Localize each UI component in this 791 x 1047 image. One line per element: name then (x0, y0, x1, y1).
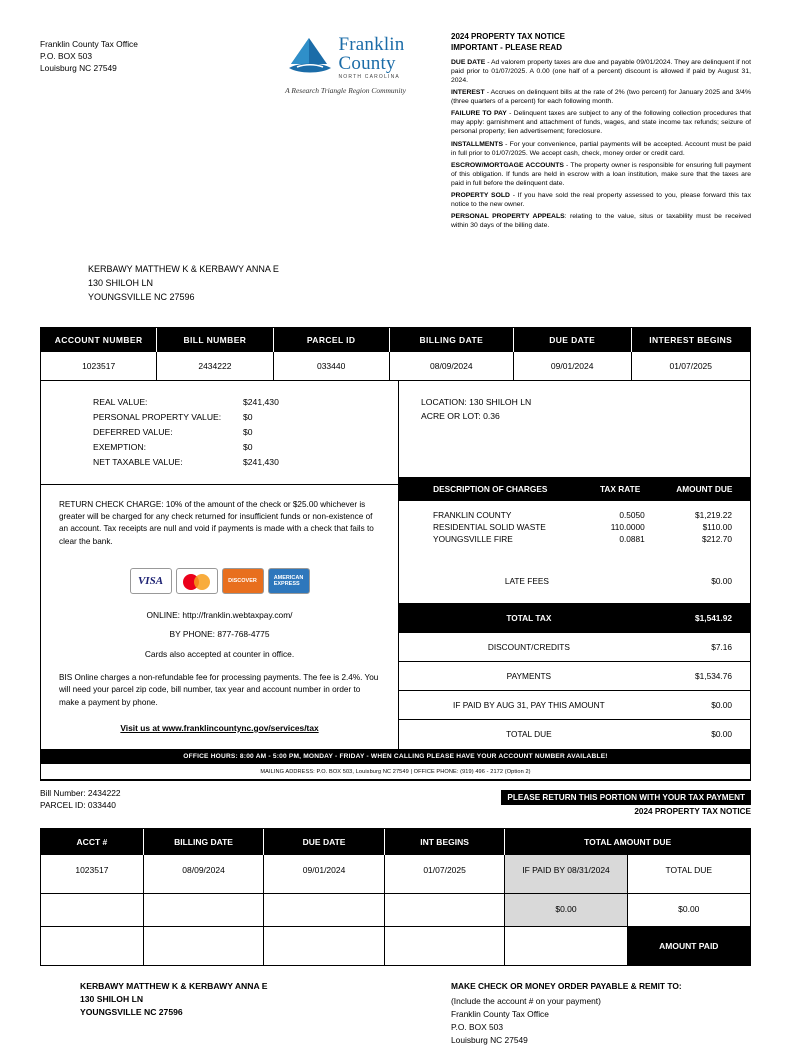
total-due-row (399, 719, 750, 748)
value-billing-date: 08/09/2024 (390, 352, 514, 380)
franklin-county-emblem-icon (287, 34, 333, 80)
remit-to-block (451, 980, 751, 1047)
logo-tagline: A Research Triangle Region Community (285, 86, 406, 95)
stub-if-paid-label: IF PAID BY 08/31/2024 (505, 855, 627, 893)
charge-rate: 0.5050 (619, 509, 645, 520)
personal-property-value-amount: $0 (243, 411, 253, 422)
office-name: Franklin County Tax Office (40, 39, 138, 49)
stub-owner-street: 130 SHILOH LN (80, 994, 144, 1005)
owner-name: KERBAWY MATTHEW K & KERBAWY ANNA E (88, 263, 279, 274)
stub-total-due-value: $0.00 (678, 903, 700, 914)
notice-title: 2024 PROPERTY TAX NOTICE (451, 32, 565, 41)
payment-phone: BY PHONE: 877-768-4775 (169, 629, 270, 640)
notice-paragraph-due-date: DUE DATE - Ad valorem property taxes are due and payable 09/01/2024. They are delinquent if not paid prior to 01/07/2025. A 0.00 (one half of a percent) discount is allowed if paid by August 31, 2024. (451, 59, 751, 85)
stub-return-notice (501, 787, 751, 816)
payments-row (399, 661, 750, 690)
stub-header-acct: ACCT # (41, 829, 144, 855)
stub-bill-number: Bill Number: 2434222 (40, 787, 121, 798)
charge-description: FRANKLIN COUNTY (433, 509, 512, 520)
charge-amount: $1,219.22 (695, 509, 732, 520)
tax-bill-table (40, 327, 751, 781)
remit-office-name: Franklin County Tax Office (451, 1008, 549, 1019)
amex-card-logo-icon: AMERICAN EXPRESS (268, 568, 310, 594)
total-tax-label: TOTAL TAX (506, 612, 552, 623)
stub-header-billing-date: BILLING DATE (144, 829, 265, 855)
total-tax-row (399, 603, 750, 632)
acre-or-lot-line: ACRE OR LOT: 0.36 (421, 411, 500, 422)
stub-header-row (41, 829, 750, 855)
late-fees-row (399, 575, 750, 603)
value-interest-begins: 01/07/2025 (669, 360, 713, 371)
mastercard-logo-icon (176, 568, 218, 594)
stub-total-due-label: TOTAL DUE (665, 864, 713, 875)
stub-blank-int-2 (385, 927, 506, 965)
header-bill-number: BILL NUMBER (157, 328, 273, 352)
remit-city-state: Louisburg NC 27549 (451, 1034, 528, 1045)
stub-blank-acct-2 (41, 927, 144, 965)
late-fees-value: $0.00 (711, 575, 732, 586)
return-check-charge-text: RETURN CHECK CHARGE: 10% of the amount of the check or $25.00 whichever is greater will be charged for any check returned for insufficient funds or non-existence of an account. Tax receipts are null and void if payments is made with a check that fails to clear the bank. (59, 499, 374, 546)
notice-paragraph-interest: INTEREST - Accrues on delinquent bills at the rate of 2% (two percent) for January 2025 and 3/4% (three quarters of a percent) for each following month. (451, 89, 751, 106)
mailing-address-bar: MAILING ADDRESS: P.O. BOX 503, Louisburg NC 27549 | OFFICE PHONE: (919) 496 - 2172 (Option 2) (41, 764, 750, 780)
stub-subtitle: 2024 PROPERTY TAX NOTICE (634, 806, 751, 816)
logo-line-1: Franklin (338, 33, 405, 55)
stub-if-paid-value: $0.00 (505, 894, 627, 926)
header-due-date: DUE DATE (514, 328, 632, 352)
return-portion-bar: PLEASE RETURN THIS PORTION WITH YOUR TAX PAYMENT (501, 790, 751, 805)
owner-address-block (88, 263, 751, 305)
notice-paragraph-escrow: ESCROW/MORTGAGE ACCOUNTS - The property owner is responsible for ensuring full payment of this obligation. If funds are held in escrow with a loan institution, make sure that the taxes are paid in full before the delinquent date. (451, 161, 751, 187)
value-account-number: 1023517 (41, 352, 157, 380)
if-paid-value: $0.00 (711, 699, 732, 710)
charge-row (399, 533, 750, 545)
payments-value: $1,534.76 (695, 670, 732, 681)
real-value-amount: $241,430 (243, 396, 279, 407)
value-due-date: 09/01/2024 (514, 352, 632, 380)
office-address-block (40, 28, 240, 75)
if-paid-by-aug-row (399, 690, 750, 719)
stub-blank-due (264, 894, 385, 926)
value-row (93, 395, 398, 410)
notice-paragraph-failure-to-pay: FAILURE TO PAY - Delinquent taxes are subject to any of the following collection procedures that may apply: garnishment and attachment of funds, wages, and state income tax refunds; seizure of personal property; lien advertisement; foreclosure. (451, 110, 751, 136)
payment-methods-block (41, 606, 398, 664)
charge-rate: 110.0000 (610, 521, 645, 532)
discount-credits-label: DISCOUNT/CREDITS (487, 641, 570, 652)
exemption-amount: $0 (243, 441, 253, 452)
late-fees-label: LATE FEES (504, 575, 549, 586)
value-parcel-id: 033440 (274, 352, 390, 380)
deferred-value-label: DEFERRED VALUE: (93, 426, 173, 437)
logo-line-2: County (338, 52, 396, 74)
net-taxable-value-amount: $241,430 (243, 456, 279, 467)
stub-owner-name: KERBAWY MATTHEW K & KERBAWY ANNA E (80, 980, 268, 991)
charge-amount: $212.70 (701, 533, 732, 544)
value-row (93, 455, 398, 470)
charges-header-amount-due: AMOUNT DUE (676, 483, 733, 494)
county-logo (253, 28, 438, 95)
discount-credits-value: $7.16 (711, 641, 732, 652)
notice-paragraph-installments: INSTALLMENTS - For your convenience, partial payments will be accepted. Account must be paid in full prior to 01/07/2025. We accept cash, check, money order or credit card. (451, 140, 751, 157)
discover-card-logo-icon: DISCOVER (222, 568, 264, 594)
office-hours-bar: OFFICE HOURS: 8:00 AM - 5:00 PM, MONDAY - FRIDAY - WHEN CALLING PLEASE HAVE YOUR ACCOUNT NUMBER AVAILABLE! (41, 749, 750, 764)
if-paid-label: IF PAID BY AUG 31, PAY THIS AMOUNT (453, 699, 605, 710)
header-account-number: ACCOUNT NUMBER (41, 328, 157, 352)
charges-header-description: DESCRIPTION OF CHARGES (433, 483, 548, 494)
left-column (41, 381, 399, 749)
stub-header-total-amount-due: TOTAL AMOUNT DUE (584, 836, 672, 847)
values-and-charges-row (41, 381, 750, 749)
document-header (40, 28, 751, 233)
charge-description: RESIDENTIAL SOLID WASTE (433, 521, 546, 532)
value-row (93, 425, 398, 440)
office-pobox: P.O. BOX 503 (40, 51, 92, 62)
stub-owner-city-state-zip: YOUNGSVILLE NC 27596 (80, 1007, 183, 1018)
logo-wordmark (339, 35, 405, 80)
stub-parcel-id: PARCEL ID: 033440 (40, 800, 116, 811)
stub-amount-paid-row (41, 926, 750, 965)
amount-paid-entry-field[interactable] (505, 927, 627, 965)
payment-counter-note: Cards also accepted at counter in office. (144, 648, 295, 659)
owner-city-state-zip: YOUNGSVILLE NC 27596 (88, 291, 195, 302)
account-header-row (41, 328, 750, 352)
stub-values-row (41, 855, 750, 893)
stub-blank-due-2 (264, 927, 385, 965)
stub-value-acct: 1023517 (41, 855, 144, 893)
accepted-cards-row (41, 568, 398, 594)
processing-fee-note: BIS Online charges a non-refundable fee for processing payments. The fee is 2.4%. You will need your parcel zip code, bill number, tax year and account number in order to make a payment by phone. (59, 672, 379, 707)
notice-subtitle: IMPORTANT - PLEASE READ (451, 42, 562, 52)
stub-bottom (40, 980, 751, 1047)
value-row (93, 410, 398, 425)
stub-owner-block (40, 980, 267, 1047)
office-city-state: Louisburg NC 27549 (40, 63, 117, 74)
property-values-block (41, 381, 398, 485)
notice-paragraph-property-sold: PROPERTY SOLD - If you have sold the real property assessed to you, please forward this tax notice to the new owner. (451, 191, 751, 208)
right-column (399, 381, 750, 749)
stub-value-due-date: 09/01/2024 (264, 855, 385, 893)
discount-credits-row (399, 632, 750, 661)
account-values-row (41, 352, 750, 381)
remit-note: (Include the account # on your payment) (451, 995, 601, 1006)
real-value-label: REAL VALUE: (93, 396, 148, 407)
header-parcel-id: PARCEL ID (274, 328, 390, 352)
net-taxable-value-label: NET TAXABLE VALUE: (93, 456, 183, 467)
website-link[interactable]: Visit us at www.franklincountync.gov/services/tax (120, 722, 319, 733)
stub-blank-int (385, 894, 506, 926)
stub-blank-acct (41, 894, 144, 926)
total-due-label: TOTAL DUE (506, 728, 552, 739)
header-interest-begins: INTEREST BEGINS (649, 334, 733, 345)
remit-pobox: P.O. BOX 503 (451, 1021, 503, 1032)
value-row (93, 440, 398, 455)
value-bill-number: 2434222 (157, 352, 273, 380)
charge-amount: $110.00 (702, 521, 732, 532)
charges-items (399, 501, 750, 575)
amount-paid-label: AMOUNT PAID (628, 927, 750, 965)
stub-identifiers (40, 787, 121, 812)
charges-header-tax-rate: TAX RATE (599, 483, 641, 494)
charge-rate: 0.0881 (619, 533, 645, 544)
visa-card-logo-icon: VISA (130, 568, 172, 594)
stub-header (40, 787, 751, 816)
stub-header-int-begins: INT BEGINS (385, 829, 506, 855)
deferred-value-amount: $0 (243, 426, 253, 437)
charge-row (399, 509, 750, 521)
stub-blank-billing (144, 894, 265, 926)
charges-header-row (399, 477, 750, 501)
payment-stub-table (40, 828, 751, 966)
stub-value-billing-date: 08/09/2024 (144, 855, 265, 893)
notice-text-block (451, 28, 751, 233)
stub-header-due-date: DUE DATE (264, 829, 385, 855)
payments-label: PAYMENTS (506, 670, 552, 681)
logo-line-3: NORTH CAROLINA (338, 73, 400, 80)
total-tax-value: $1,541.92 (695, 612, 732, 623)
owner-street: 130 SHILOH LN (88, 277, 154, 288)
notice-paragraph-appeals: PERSONAL PROPERTY APPEALS: relating to the value, situs or taxability must be received within 30 days of the billing date. (451, 212, 751, 229)
personal-property-value-label: PERSONAL PROPERTY VALUE: (93, 411, 222, 422)
charge-description: YOUNGSVILLE FIRE (433, 533, 513, 544)
payment-online[interactable]: ONLINE: http://franklin.webtaxpay.com/ (146, 609, 293, 620)
remit-title: MAKE CHECK OR MONEY ORDER PAYABLE & REMIT TO: (451, 980, 682, 991)
stub-blank-billing-2 (144, 927, 265, 965)
exemption-label: EXEMPTION: (93, 441, 147, 452)
stub-value-int-begins: 01/07/2025 (385, 855, 506, 893)
header-billing-date: BILLING DATE (390, 328, 514, 352)
location-line: LOCATION: 130 SHILOH LN (421, 396, 532, 407)
total-due-value: $0.00 (711, 728, 732, 739)
location-block (399, 381, 750, 477)
charge-row (399, 521, 750, 533)
stub-amounts-row (41, 893, 750, 926)
